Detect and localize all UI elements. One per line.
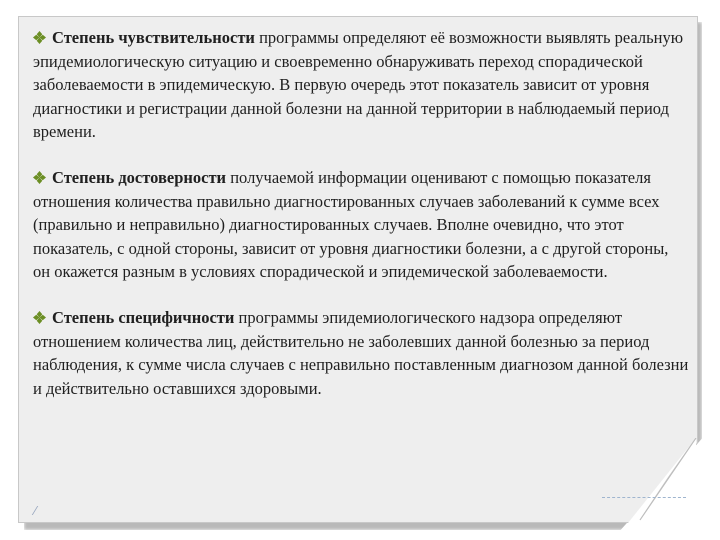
diamond-cluster-icon [33, 311, 46, 324]
paragraph-reliability [33, 166, 689, 284]
term-reliability: Степень достоверности [52, 167, 227, 187]
paragraph-specificity [33, 306, 689, 400]
margin-marker-icon: ⁄ [34, 504, 37, 518]
diamond-cluster-icon [33, 31, 46, 44]
fold-dashed-line [602, 497, 686, 498]
diamond-cluster-icon [33, 171, 46, 184]
text-sensitivity: программы определяют её возможности выявлять реальную эпидемиологическую ситуацию и своевременно обнаруживать переход спорадической заболеваемости в эпидемическую. В первую очередь этот показатель зависит от уровня диагностики и регистрации данной болезни на данной территории в наблюдаемый период времени. [33, 28, 684, 142]
text-specificity: программы эпидемиологического надзора определяют отношением количества лиц, действительно не заболевших данной болезнью за период наблюдения, к сумме числа случаев с неправильно поставленным диагнозом данной болезни и действительно оставшихся здоровыми. [33, 307, 689, 398]
text-content [33, 26, 689, 400]
text-reliability: получаемой информации оценивают с помощью показателя отношения количества правильно диагностированных случаев заболеваний к сумме всех (правильно и неправильно) диагностированных случаев. Вполне очевидно, что этот показатель, с одной стороны, зависит от уровня диагностики болезни, а с другой стороны, он окажется разным в условиях спорадической и эпидемической заболеваемости. [33, 167, 669, 282]
page-curl-icon [628, 438, 698, 523]
term-specificity: Степень специфичности [52, 307, 235, 327]
paragraph-sensitivity [33, 26, 689, 144]
term-sensitivity: Степень чувствительности [52, 28, 255, 47]
